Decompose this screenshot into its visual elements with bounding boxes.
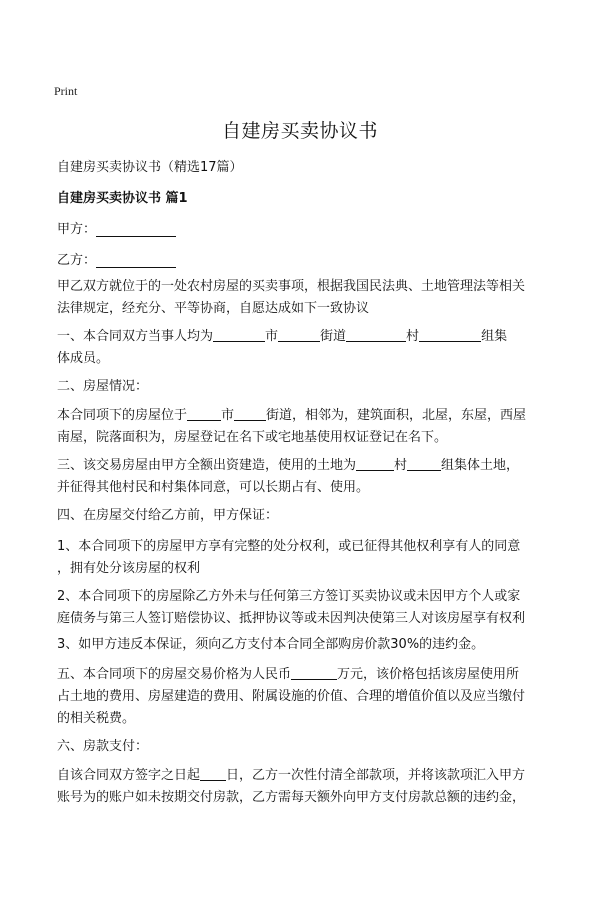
paragraph-price xyxy=(57,664,548,730)
paragraph-guarantee-1 xyxy=(57,536,548,580)
paragraph-parties xyxy=(57,326,548,370)
page-title: 自建房买卖协议书 xyxy=(221,120,378,142)
print-link[interactable]: Print xyxy=(54,84,78,98)
paragraph-line: 本合同项下的房屋位于 市 街道，相邻为，建筑面积，北屋，东屋，西屋 xyxy=(57,408,527,423)
paragraph-guarantee-3 xyxy=(57,634,548,656)
paragraph-line: 三、该交易房屋由甲方全额出资建造，使用的土地为 村 组集体土地， xyxy=(57,458,520,473)
paragraph-line: 二、房屋情况： xyxy=(57,379,149,394)
party-a-label: 甲方： xyxy=(57,222,97,237)
paragraph-construction xyxy=(57,455,548,499)
paragraph-line: 2、本合同项下的房屋除乙方外未与任何第三方签订买卖协议或未因甲方个人或家 xyxy=(57,589,521,604)
paragraph-line: 的相关税费。 xyxy=(57,711,136,726)
paragraph-line: 体成员。 xyxy=(57,351,110,366)
party-b-line xyxy=(57,249,176,268)
paragraph-line: 庭债务与第三人签订赔偿协议、抵押协议等或未因判决使第三人对该房屋享有权利 xyxy=(57,611,526,626)
paragraph-line: 并征得其他村民和村集体同意，可以长期占有、使用。 xyxy=(57,480,370,495)
paragraph-line: 法律规定，经充分、平等协商，自愿达成如下一致协议 xyxy=(57,301,370,316)
document-subtitle: 自建房买卖协议书（精选17篇） xyxy=(57,160,243,175)
paragraph-line: 一、本合同双方当事人均为 市 街道 村 组集 xyxy=(57,329,508,344)
paragraph-line: ，拥有处分该房屋的权利 xyxy=(57,561,201,576)
paragraph-guarantee-heading xyxy=(57,505,548,527)
paragraph-line: 自该合同双方签字之日起 日，乙方一次性付清全部款项，并将该款项汇入甲方 xyxy=(57,768,526,783)
paragraph-line: 六、房款支付： xyxy=(57,739,149,754)
party-b-label: 乙方： xyxy=(57,253,97,268)
paragraph-line: 1、本合同项下的房屋甲方享有完整的处分权利，或已征得其他权利享有人的同意 xyxy=(57,539,521,554)
paragraph-payment xyxy=(57,765,548,809)
paragraph-payment-heading xyxy=(57,736,548,758)
paragraph-house-info xyxy=(57,405,548,449)
paragraph-line: 占土地的费用、房屋建造的费用、附属设施的价值、合理的增值价值以及应当缴付 xyxy=(57,689,526,704)
section-heading: 自建房买卖协议书 篇1 xyxy=(57,191,188,206)
paragraph-line: 甲乙双方就位于的一处农村房屋的买卖事项，根据我国民法典、土地管理法等相关 xyxy=(57,279,526,294)
paragraph-guarantee-2 xyxy=(57,586,548,630)
paragraph-line: 五、本合同项下的房屋交易价格为人民币 万元，该价格包括该房屋使用所 xyxy=(57,667,520,682)
party-a-line xyxy=(57,218,176,237)
party-a-blank xyxy=(96,222,176,237)
party-b-blank xyxy=(96,253,176,268)
paragraph-line: 南屋，院落面积为，房屋登记在名下或宅地基使用权证登记在名下。 xyxy=(57,430,448,445)
paragraph-heading-house xyxy=(57,376,548,398)
paragraph-intro xyxy=(57,276,548,320)
paragraph-line: 3、如甲方违反本保证，须向乙方支付本合同全部购房价款30%的违约金。 xyxy=(57,637,485,652)
paragraph-line: 四、在房屋交付给乙方前，甲方保证： xyxy=(57,508,279,523)
paragraph-line: 账号为的账户如未按期交付房款，乙方需每天额外向甲方支付房款总额的违约金， xyxy=(57,790,526,805)
